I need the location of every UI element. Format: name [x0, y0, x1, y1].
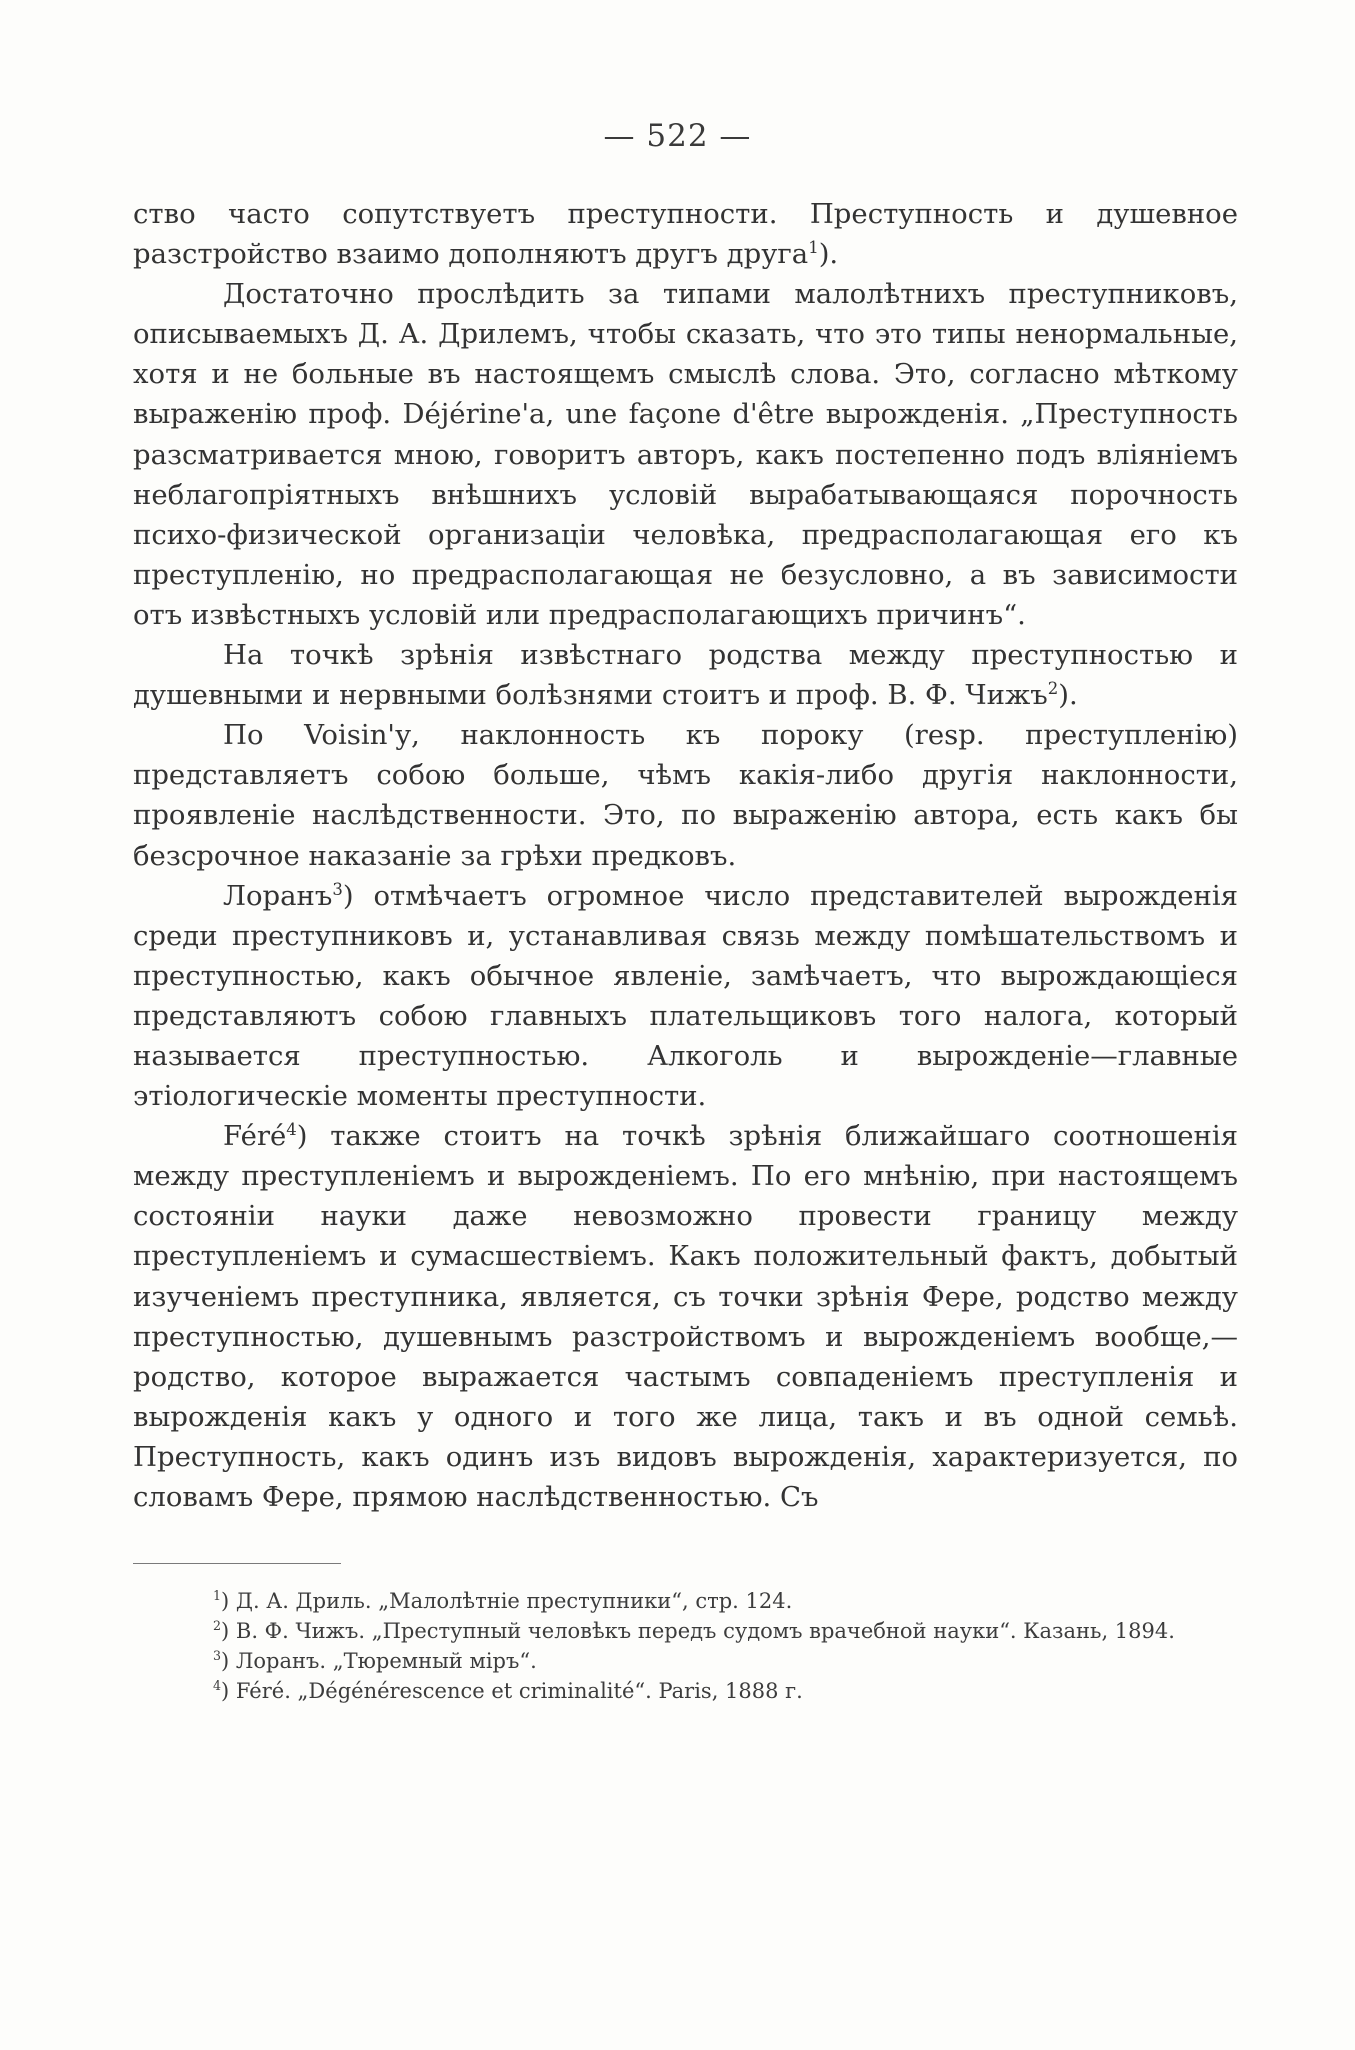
footnote-text: ) В. Ф. Чижъ. „Преступный человѣкъ передъ судомъ врачебной науки“. Казань, 1894. [221, 1619, 1175, 1643]
footnote-ref: 4 [286, 1120, 297, 1139]
footnote [133, 1676, 1238, 1706]
paragraph [133, 876, 1238, 1117]
paragraph [133, 635, 1238, 715]
footnote [133, 1646, 1238, 1676]
paragraph [133, 194, 1238, 274]
footnote-text: ) Лоранъ. „Тюремный міръ“. [221, 1649, 537, 1673]
paragraph: По Voisin'у, наклонность къ пороку (resp. преступленію) представляетъ собою больше, чѣмъ какія-либо другія наклонности, проявленіе наслѣдственности. Это, по выраженію автора, есть какъ бы безсрочное наказаніе за грѣхи предковъ. [133, 719, 1238, 872]
paragraph-text: На точкѣ зрѣнія извѣстнаго родства между преступностью и душевными и нервными болѣзнями стоитъ и проф. В. Ф. Чижъ [133, 639, 1238, 712]
paragraph-text: Лоранъ [223, 879, 333, 912]
paragraph-text: ство часто сопутствуетъ преступности. Преступность и душевное разстройство взаимо дополняютъ другъ друга [133, 198, 1238, 271]
footnotes [133, 1586, 1238, 1706]
body-text [133, 194, 1238, 1517]
footnote [133, 1616, 1238, 1646]
paragraph-text-tail: ) также стоитъ на точкѣ зрѣнія ближайшаго соотношенія между преступленіемъ и вырожденіемъ. По его мнѣнію, при настоящемъ состояніи науки даже невозможно провести границу между преступленіемъ и сумасшествіемъ. Какъ положительный фактъ, добытый изученіемъ преступника, является, съ точки зрѣнія Фере, родство между преступностью, душевнымъ разстройствомъ и вырожденіемъ вообще,—родство, которое выражается частымъ совпаденіемъ преступленія и вырожденія какъ у одного и того же лица, такъ и въ одной семьѣ. Преступность, какъ одинъ изъ видовъ вырожденія, характеризуется, по словамъ Фере, прямою наслѣдственностью. Съ [133, 1120, 1238, 1513]
footnote-text: ) Д. А. Дриль. „Малолѣтніе преступники“, стр. 124. [221, 1589, 793, 1613]
footnote-mark: 4 [213, 1678, 222, 1693]
footnote-mark: 1 [213, 1588, 222, 1603]
footnote-mark: 3 [213, 1648, 222, 1663]
paragraph [133, 1116, 1238, 1517]
paragraph-text-tail: ) отмѣчаетъ огромное число представителей вырожденія среди преступниковъ и, устанавливая связь между помѣшательствомъ и преступностью, какъ обычное явленіе, замѣчаетъ, что вырождающіеся представляютъ собою главныхъ плательщиковъ того налога, который называется преступностью. Алкоголь и вырожденіе—главные этіологическіе моменты преступности. [133, 879, 1238, 1113]
paragraph-text-tail: ). [818, 238, 839, 271]
paragraph-text-tail: ). [1058, 679, 1078, 712]
footnote [133, 1586, 1238, 1616]
paragraph-text: Féré [223, 1120, 287, 1153]
footnote-ref: 3 [332, 879, 343, 899]
footnote-ref: 1 [808, 237, 819, 257]
footnote-text: ) Féré. „Dégénérescence et criminalité“. Paris, 1888 г. [221, 1679, 803, 1703]
page-number: — 522 — [603, 118, 752, 154]
paragraph: Достаточно прослѣдить за типами малолѣтнихъ преступниковъ, описываемыхъ Д. А. Дрилемъ, чтобы сказать, что это типы ненормальные, хотя и не больные въ настоящемъ смыслѣ слова. Это, согласно мѣткому выраженію проф. Déjérine'a, une façone d'être вырожденія. „Преступность разсматривается мною, говоритъ авторъ, какъ постепенно подъ вліяніемъ неблагопріятныхъ внѣшнихъ условій вырабатывающаяся порочность психо-физической организаціи человѣка, предрасполагающая его къ преступленію, но предрасполагающая не безусловно, а въ зависимости отъ извѣстныхъ условій или предрасполагающихъ причинъ“. [133, 278, 1238, 631]
footnote-divider [133, 1563, 341, 1564]
footnote-ref: 2 [1047, 678, 1059, 698]
footnote-mark: 2 [213, 1618, 222, 1633]
